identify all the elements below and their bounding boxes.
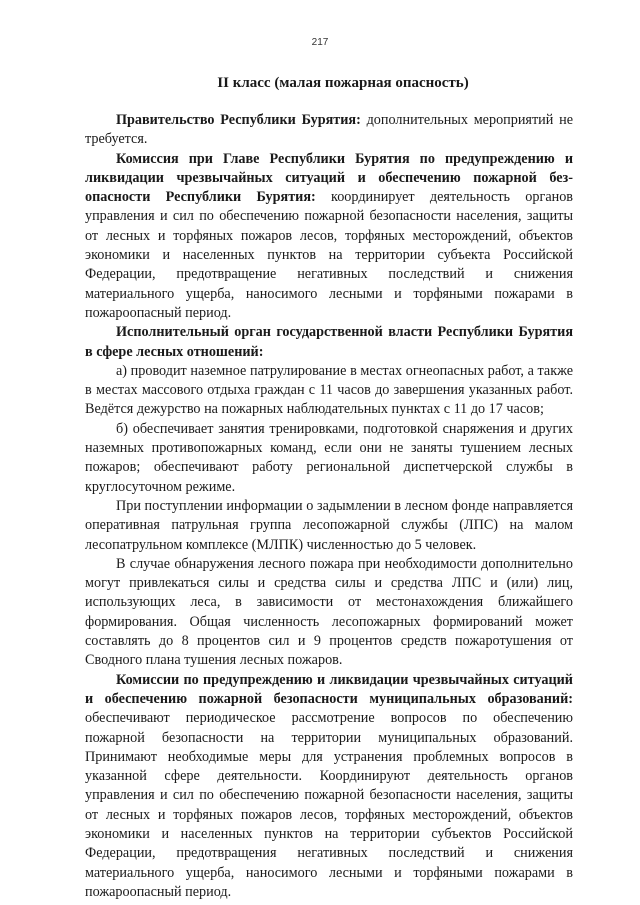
paragraph-text: обеспечивают периодическое рассмотрение вопросов по обеспечению пожарной безопасности на территории муниципальных образований. Принимают необходимые меры для устранения проблемных вопросов в указанной сфере деятельности. Координируют деятельность органов управления и сил по обеспечению пожарной безопасности населения, защиты от лесных и торфяных пожаров лесов, торфяных месторождений, объектов экономики и населенных пунктов на территории субъектов Российской Федерации, предотвращения негативных последствий и снижения материального ущерба, наносимого лесными и торфяными пожарами в пожароопасный период. bbox=[85, 710, 573, 900]
paragraph-text: При поступлении информации о задымлении в лесном фонде направляется оперативная патрульная группа лесопожарной службы (ЛПС) на малом лесопатрульном комплексе (МЛПК) численностью до 5 человек. bbox=[85, 497, 573, 553]
paragraph-municipal-commissions bbox=[85, 671, 573, 903]
paragraph-text: координирует деятельность органов управления и сил по обеспечению пожарной безопасности населения, защиты от лесных и торфяных пожаров лесов, торфяных месторождений, объектов экономики и населенных пунктов на территории субъекта Российской Федерации, предотвращение негативных последствий и снижения материального ущерба, наносимого лесными и торфяными пожарами в пожароопасный период. bbox=[85, 189, 573, 321]
paragraph-bold-lead: Исполнительный орган государственной власти Республики Бурятия в сфере лесных отношений: bbox=[85, 324, 573, 360]
paragraph-bold-lead: Комиссия при Главе Республики Бурятия по предупреждению и ликвидации чрезвычайных ситуаций и обеспечению пожарной безопасности Республики Бурятия: bbox=[85, 150, 573, 206]
paragraph-forest-authority bbox=[85, 323, 573, 362]
document-body bbox=[85, 111, 573, 902]
paragraph-text: а) проводит наземное патрулирование в местах огнеопасных работ, а также в местах массового отдыха граждан с 11 часов до завершения указанных работ. Ведётся дежурство на пожарных наблюдательных пунктах с 11 до 17 часов; bbox=[85, 362, 573, 418]
paragraph-text: дополнительных мероприятий не требуется. bbox=[85, 112, 573, 148]
paragraph-text: В случае обнаружения лесного пожара при необходимости дополнительно могут привлекаться силы и средства силы и средства ЛПС и (или) лиц, использующих леса, в зависимости от местонахождения ближайшего формирования. Общая численность лесопожарных формирований может составлять до 8 процентов сил и 9 процентов средств пожаротушения от Сводного плана тушения лесных пожаров. bbox=[85, 555, 573, 669]
paragraph-government bbox=[85, 111, 573, 150]
paragraph-smoke-info bbox=[85, 497, 573, 555]
page-number: 217 bbox=[311, 37, 329, 48]
paragraph-bold-lead: Комиссии по предупреждению и ликвидации чрезвычайных ситуаций и обеспечению пожарной безопасности муниципальных образований: bbox=[85, 671, 573, 707]
paragraph-item-b bbox=[85, 420, 573, 497]
paragraph-fire-detection bbox=[85, 555, 573, 671]
section-heading: II класс (малая пожарная опасность) bbox=[217, 75, 469, 91]
paragraph-text: б) обеспечивает занятия тренировками, подготовкой снаряжения и других наземных противопожарных команд, если они не заняты тушением лесных пожаров; обеспечивают работу региональной диспетчерской службы в круглосуточном режиме. bbox=[85, 420, 573, 495]
paragraph-item-a bbox=[85, 362, 573, 420]
paragraph-bold-lead: Правительство Республики Бурятия: bbox=[116, 112, 361, 128]
paragraph-commission-head bbox=[85, 150, 573, 324]
